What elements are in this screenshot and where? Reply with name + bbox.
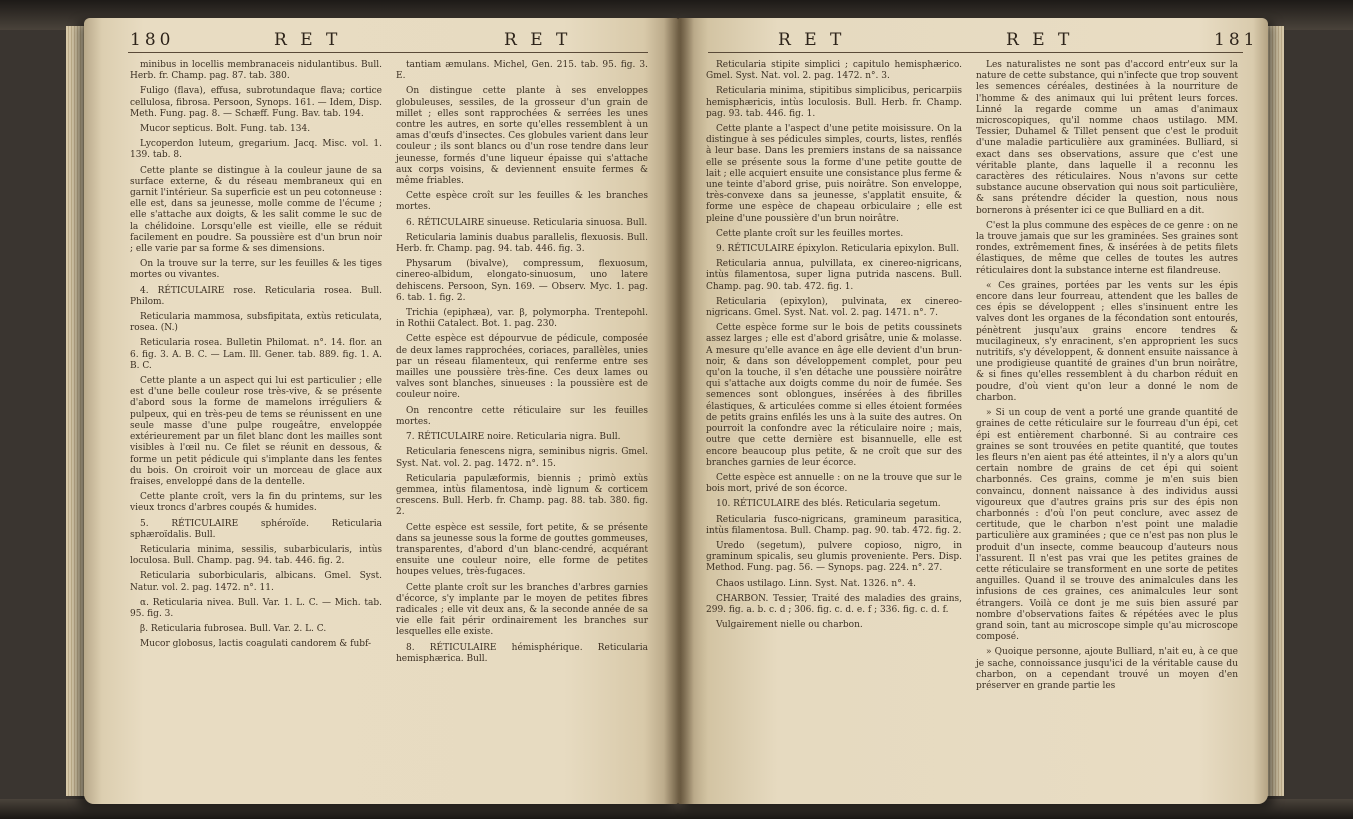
paragraph: Lycoperdon luteum, gregarium. Jacq. Misc. vol. 1. 139. tab. 8.	[130, 139, 382, 161]
paragraph: 9. RÉTICULAIRE épixylon. Reticularia epixylon. Bull.	[716, 244, 960, 255]
paragraph: Cette espèce est annuelle : on ne la trouve que sur le bois mort, privé de son écorce.	[706, 472, 962, 495]
running-head: R E T	[274, 30, 342, 50]
paragraph: Reticularia fusco-nigricans, gramineum parasitica, intùs filamentosa. Bull. Champ. pag. 90. tab. 472. fig. 2.	[706, 514, 962, 536]
paragraph: 4. RÉTICULAIRE rose. Reticularia rosea. Bull. Philom.	[130, 285, 382, 307]
paragraph: Les naturalistes ne sont pas d'accord entr'eux sur la nature de cette substance, qui n'infecte que trop souvent les semences céréales, destinées à la nourriture de l'homme & des animaux qui lui prêtent leurs forces. Linné la regarde comme un amas d'animaux microscopiques, qu'il nomme chaos ustilago. MM. Tessier, Duhamel & Tillet pensent que c'est le produit d'une maladie particulière aux graminées. Bulliard, si exact dans ses observations, assure que c'est une véritable plante, dans laquelle il a reconnu les caractères des réticulaires. Nous n'avons sur cette substance aucune observation qui nous soit particulière, & sans prétendre décider la question, nous nous bornerons à présenter ici ce que Bulliard en a dit.	[976, 60, 1238, 216]
paragraph: Cette espèce est sessile, fort petite, & se présente dans sa jeunesse sous la forme de gouttes gommeuses, transparentes, d'abord d'un blanc-cendré, acquérant ensuite une couleur noire, elle forme de petites houpes velues, très-fugaces.	[396, 522, 648, 578]
paragraph: Reticularia suborbicularis, albicans. Gmel. Syst. Natur. vol. 2. pag. 1472. n°. 11.	[130, 571, 382, 593]
paragraph: On distingue cette plante à ses enveloppes globuleuses, sessiles, de la grosseur d'un grain de millet ; elles sont rapprochées & serrées les unes contre les autres, en sorte qu'elles ressemblent à un amas d'œufs d'insectes. Ces globules varient dans leur couleur ; ils sont blancs ou d'un rose tendre dans leur jeunesse, formés d'une liqueur épaisse qui s'attache aux corps voisins, & deviennent ensuite fermes & même friables.	[396, 86, 648, 187]
column-left	[706, 60, 962, 635]
page-edges-right	[1266, 26, 1284, 796]
paragraph: Cette espèce est dépourvue de pédicule, composée de deux lames rapprochées, coriaces, parallèles, unies par un réseau filamenteux, qui renferme entre ses mailles une poussière très-fine. Ces deux lames ou valves sont blanches, sinueuses : la poussière est de couleur noire.	[396, 334, 648, 401]
paragraph: Chaos ustilago. Linn. Syst. Nat. 1326. n°. 4.	[716, 578, 917, 589]
paragraph: Trichia (epiphæa), var. β, polymorpha. Trentepohl. in Rothii Catalect. Bot. 1. pag. 230.	[396, 308, 648, 330]
column-left	[130, 60, 382, 655]
right-page	[678, 18, 1268, 804]
paragraph: Physarum (bivalve), compressum, flexuosum, cinereo-albidum, elongato-sinuosum, uno latere dehiscens. Persoon, Syn. 169. — Observ. Myc. 1. pag. 6. tab. 1. fig. 2.	[396, 259, 648, 303]
paragraph: « Ces graines, portées par les vents sur les épis encore dans leur fourreau, attendent que les balles de ces épis se développent ; elles s'insinuent entre les valves dont les organes de la fécondation sont entourés, pénètrent jusqu'aux grains encore tendres & mucilagineux, s'y enracinent, s'en approprient les sucs nutritifs, s'y développent, & donnent ensuite naissance à une prodigieuse quantité de graines d'un brun noirâtre, & si fines qu'elles ressemblent à du charbon réduit en poudre, d'où vient qu'on leur a donné le nom de charbon.	[976, 280, 1238, 403]
paragraph: Reticularia laminis duabus parallelis, flexuosis. Bull. Herb. fr. Champ. pag. 94. tab. 446. fig. 3.	[396, 232, 648, 255]
paragraph: Cette plante croît sur les feuilles mortes.	[716, 228, 904, 239]
paragraph: 7. RÉTICULAIRE noire. Reticularia nigra. Bull.	[406, 432, 621, 443]
paragraph: Vulgairement nielle ou charbon.	[716, 620, 863, 631]
paragraph: Reticularia annua, pulvillata, ex cinereo-nigricans, intùs filamentosa, super ligna putrida nascens. Bull. Champ. pag. 90. tab. 472. fig. 1.	[706, 259, 962, 292]
column-right	[396, 60, 648, 669]
paragraph: Reticularia stipite simplici ; capitulo hemisphærico. Gmel. Syst. Nat. vol. 2. pag. 1472. n°. 3.	[706, 60, 962, 82]
paragraph: Cette plante a un aspect qui lui est particulier ; elle est d'une belle couleur rose très-vive, & se présente d'abord sous la forme de mamelons irréguliers & pulpeux, qui en très-peu de tems se réunissent en une seule masse d'une pulpe rougeâtre, enveloppée extérieurement par un filet blanc dont les mailles sont visibles à l'œil nu. Ce filet se réunit en dessous, & forme un petit pédicule qui s'implante dans les fentes du bois. On croiroit voir un morceau de glace aux fraises, enveloppé dans de la dentelle.	[130, 376, 382, 487]
paragraph: On la trouve sur la terre, sur les feuilles & les tiges mortes ou vivantes.	[130, 259, 382, 281]
paragraph: Cette plante croît, vers la fin du printems, sur les vieux troncs d'arbres coupés & humides.	[130, 492, 382, 514]
page-number: 181	[1214, 30, 1259, 50]
header-rule	[128, 52, 648, 53]
running-head: R E T	[778, 30, 846, 50]
paragraph: Mucor globosus, lactis coagulati candorem & fubf-	[140, 639, 372, 650]
paragraph: 10. RÉTICULAIRE des blés. Reticularia segetum.	[716, 499, 941, 510]
paragraph: α. Reticularia nivea. Bull. Var. 1. L. C. — Mich. tab. 95. fig. 3.	[130, 597, 382, 619]
paragraph: CHARBON. Tessier, Traité des maladies des grains, 299. fig. a. b. c. d ; 306. fig. c. d. e. f ; 336. fig. c. d. f.	[706, 593, 962, 615]
paragraph: Reticularia rosea. Bulletin Philomat. n°. 14. flor. an 6. fig. 3. A. B. C. — Lam. Ill. Gener. tab. 889. fig. 1. A. B. C.	[130, 338, 382, 371]
paragraph: Reticularia papulæformis, biennis ; primò extùs gemmea, intùs filamentosa, indè lignum & corticem crescens. Bull. Herb. fr. Champ. pag. 88. tab. 380. fig. 2.	[396, 473, 648, 518]
paragraph: β. Reticularia fubrosea. Bull. Var. 2. L. C.	[140, 624, 327, 635]
paragraph: Cette plante se distingue à la couleur jaune de sa surface externe, & du réseau membraneux qui en garnit l'intérieur. Sa superficie est un peu cotonneuse : elle est, dans sa jeunesse, molle comme de l'écume ; elle s'attache aux doigts, & les salit comme le suc de la chélidoine. Lorsqu'elle est vieille, elle se réduit facilement en poudre. Sa poussière est d'un brun noir ; elle varie par sa forme & ses dimensions.	[130, 165, 382, 255]
paragraph: Reticularia mammosa, subsfipitata, extùs reticulata, rosea. (N.)	[130, 312, 382, 334]
paragraph: minibus in locellis membranaceis nidulantibus. Bull. Herb. fr. Champ. pag. 87. tab. 380.	[130, 60, 382, 82]
paragraph: Reticularia minima, sessilis, subarbicularis, intùs loculosa. Bull. Champ. pag. 94. tab. 446. fig. 2.	[130, 544, 382, 567]
paragraph: Cette plante a l'aspect d'une petite moisissure. On la distingue à ses pédicules simples, courts, listes, renflés à leur base. Dans les premiers instans de sa naissance elle se présente sous la forme d'une petite goutte de lait ; elle acquiert ensuite une consistance plus ferme & une teinte d'abord grise, puis noirâtre. Son enveloppe, très-convexe dans sa jeunesse, s'applatit ensuite, & forme une espèce de chapeau orbiculaire ; elle est pleine d'une poussière d'un brun noirâtre.	[706, 124, 962, 224]
paragraph: 6. RÉTICULAIRE sinueuse. Reticularia sinuosa. Bull.	[406, 217, 648, 228]
paragraph: » Si un coup de vent a porté une grande quantité de graines de cette réticulaire sur le fourreau d'un épi, cet épi est entièrement charbonné. Si au contraire ces graines se sont trouvées en petite quantité, que toutes les fleurs n'en aient pas été atteintes, il n'y a alors qu'un certain nombre de grains de cet épi qui soient charbonnés. Ces grains, comme je m'en suis bien convaincu, donnent naissance à des individus aussi vigoureux que d'autres grains pris sur des épis non charbonnés : d'où l'on peut conclure, avec assez de certitude, que le charbon n'est point une maladie particulière aux graminées ; que ce n'est pas non plus le produit d'un insecte, comme beaucoup d'auteurs nous l'assurent. Il n'est pas vrai que les petites graines de cette réticulaire se transforment en une sorte de petites anguilles. Quand il se trouve des animalcules dans les infusions de ces graines, ces animalcules leur sont étrangers. Voilà ce dont je me suis bien assuré par nombre d'observations faites & répétées avec le plus grand soin, tant au microscope simple qu'au microscope composé.	[976, 408, 1238, 643]
column-right	[976, 60, 1238, 696]
running-head-right: R E T	[504, 30, 572, 50]
paragraph: » Quoique personne, ajoute Bulliard, n'ait eu, à ce que je sache, connoissance jusqu'ici de la véritable cause du charbon, on a cependant trouvé un moyen d'en préserver en grande partie les	[976, 647, 1238, 691]
paragraph: 8. RÉTICULAIRE hémisphérique. Reticularia hemisphærica. Bull.	[396, 642, 648, 664]
paragraph: Reticularia minima, stipitibus simplicibus, pericarpiis hemisphæricis, intùs loculosis. Bull. Herb. fr. Champ. pag. 93. tab. 446. fig. 1.	[706, 86, 962, 119]
left-page	[84, 18, 678, 804]
paragraph: tantiam æmulans. Michel, Gen. 215. tab. 95. fig. 3. E.	[396, 60, 648, 82]
paragraph: Uredo (segetum), pulvere copioso, nigro, in graminum spicalis, seu glumis proveniente. Pers. Disp. Method. Fung. pag. 56. — Synops. pag. 224. n°. 27.	[706, 540, 962, 574]
paragraph: Fuligo (flava), effusa, subrotundaque flava; cortice cellulosa, fibrosa. Persoon, Synops. 161. — Idem, Disp. Meth. Fung. pag. 8. — Schæff. Fung. Bav. tab. 194.	[130, 86, 382, 119]
paragraph: On rencontre cette réticulaire sur les feuilles mortes.	[396, 405, 648, 427]
paragraph: Cette espèce forme sur le bois de petits coussinets assez larges ; elle est d'abord grisâtre, unie & molasse. A mesure qu'elle avance en âge elle devient d'un brun-noir, & dans son développement complet, pour peu qu'on la touche, il s'en détache une poussière noirâtre qui s'attache aux doigts comme du noir de fumée. Ses semences sont oblongues, insérées à des fibrilles élastiques, & articulées comme si elles étoient formées de petits grains enfilés les uns à la suite des autres. On pourroit la confondre avec la réticulaire noire ; mais, outre que cette dernière est bisannuelle, elle est encore beaucoup plus petite, & ne croît que sur des branches garnies de leur écorce.	[706, 323, 962, 468]
running-head-right: R E T	[1006, 30, 1074, 50]
page-number: 180	[130, 30, 175, 50]
book-gutter	[664, 18, 694, 804]
header-rule	[708, 52, 1243, 53]
paragraph: 5. RÉTICULAIRE sphéroïde. Reticularia sphæroïdalis. Bull.	[130, 518, 382, 540]
paragraph: C'est la plus commune des espèces de ce genre : on ne la trouve jamais que sur les graminées. Ses graines sont rondes, extrêmement fines, & insérées à de petits filets élastiques, de même que celles de toutes les autres réticulaires dont la substance interne est filandreuse.	[976, 220, 1238, 276]
paragraph: Reticularia fenescens nigra, seminibus nigris. Gmel. Syst. Nat. vol. 2. pag. 1472. n°. 15.	[396, 447, 648, 469]
paragraph: Cette plante croît sur les branches d'arbres garnies d'écorce, s'y implante par le moyen de petites fibres radicales ; elle vit deux ans, & la seconde année de sa vie elle fait périr ordinairement les branches sur lesquelles elle existe.	[396, 582, 648, 638]
paragraph: Mucor septicus. Bolt. Fung. tab. 134.	[140, 124, 311, 135]
paragraph: Reticularia (epixylon), pulvinata, ex cinereo-nigricans. Gmel. Syst. Nat. vol. 2. pag. 1471. n°. 7.	[706, 296, 962, 319]
page-edges-left	[66, 26, 86, 796]
paragraph: Cette espèce croît sur les feuilles & les branches mortes.	[396, 191, 648, 213]
